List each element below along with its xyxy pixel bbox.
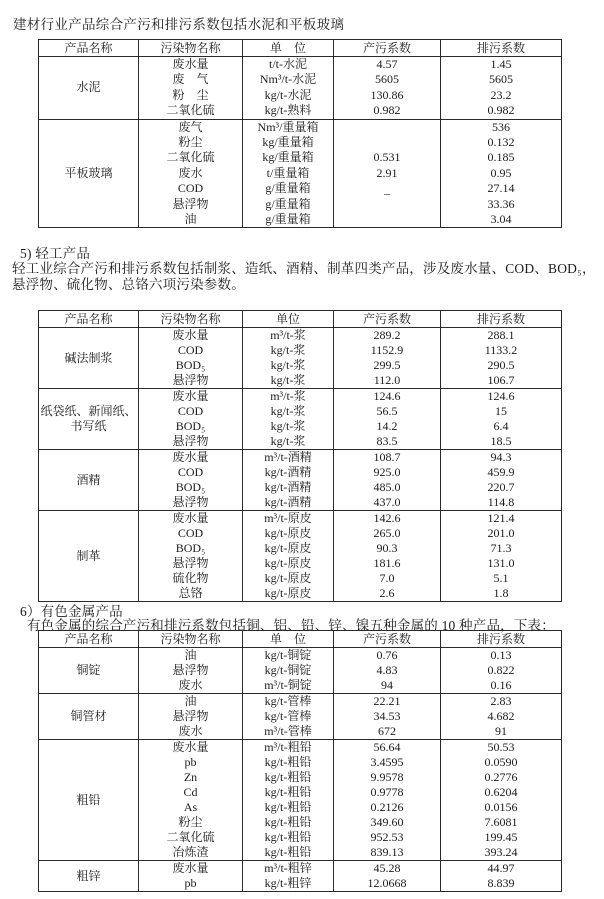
unit-cell: g/重量箱	[243, 212, 334, 228]
unit-cell: g/重量箱	[243, 197, 334, 212]
generation-coefficient-cell: 952.53	[334, 830, 441, 845]
column-header: 污染物名称	[139, 631, 243, 648]
column-header: 单 位	[243, 631, 334, 648]
generation-coefficient-cell: 124.6	[334, 389, 441, 405]
discharge-coefficient-cell: 0.13	[441, 648, 562, 664]
generation-coefficient-cell: 0.2126	[334, 800, 441, 815]
discharge-coefficient-cell: 1133.2	[441, 343, 562, 358]
unit-cell: kg/t-浆	[243, 404, 334, 419]
pollutant-name-cell: 悬浮物	[139, 434, 243, 450]
unit-cell: kg/t-粗铅	[243, 755, 334, 770]
pollutant-name-cell: Zn	[139, 770, 243, 785]
pollutant-name-cell: pb	[139, 876, 243, 892]
pollutant-name-cell: COD	[139, 404, 243, 419]
generation-coefficient-cell: 0.9778	[334, 785, 441, 800]
generation-coefficient-cell: 83.5	[334, 434, 441, 450]
pollutant-name-cell: 废水量	[139, 450, 243, 466]
unit-cell: kg/t-粗铅	[243, 800, 334, 815]
discharge-coefficient-cell: 0.95	[441, 166, 562, 181]
discharge-coefficient-cell: 0.2776	[441, 770, 562, 785]
product-group	[39, 389, 562, 450]
discharge-coefficient-cell: 0.132	[441, 135, 562, 150]
pollutant-name-cell: 悬浮物	[139, 709, 243, 724]
column-header: 产品名称	[39, 40, 139, 57]
product-group	[39, 119, 562, 228]
pollutant-name-cell: 废 气	[139, 72, 243, 87]
unit-cell: m³/t-铜锭	[243, 678, 334, 694]
unit-cell: m³/t-粗铅	[243, 740, 334, 756]
pollutant-name-cell: 油	[139, 212, 243, 228]
unit-cell: kg/t-浆	[243, 358, 334, 373]
product-group	[39, 57, 562, 120]
discharge-coefficient-cell: 114.8	[441, 495, 562, 511]
generation-coefficient-cell: 7.0	[334, 571, 441, 586]
product-group	[39, 450, 562, 511]
generation-coefficient-cell: 12.0668	[334, 876, 441, 892]
product-name-cell: 纸袋纸、新闻纸、书写纸	[39, 389, 139, 450]
discharge-coefficient-cell: 3.04	[441, 212, 562, 228]
generation-coefficient-cell: 289.2	[334, 328, 441, 344]
generation-coefficient-cell: 5605	[334, 72, 441, 87]
pollutant-name-cell: BOD₅	[139, 358, 243, 373]
section-6-heading: 6）有色金属产品	[20, 604, 123, 619]
generation-coefficient-cell: 2.91	[334, 166, 441, 181]
discharge-coefficient-cell: 1.45	[441, 57, 562, 73]
column-header: 污染物名称	[139, 40, 243, 57]
column-header: 产污系数	[334, 631, 441, 648]
unit-cell: kg/t-原皮	[243, 556, 334, 571]
discharge-coefficient-cell: 536	[441, 119, 562, 135]
product-group	[39, 511, 562, 602]
unit-cell: kg/t-原皮	[243, 526, 334, 541]
pollutant-name-cell: 悬浮物	[139, 373, 243, 389]
generation-coefficient-cell: 437.0	[334, 495, 441, 511]
unit-cell: kg/t-粗铅	[243, 815, 334, 830]
pollutant-name-cell: 悬浮物	[139, 197, 243, 212]
section-5-paragraph-line-2: 悬浮物、硫化物、总铬六项污染参数。	[12, 277, 245, 292]
unit-cell: kg/t-原皮	[243, 571, 334, 586]
discharge-coefficient-cell: 5.1	[441, 571, 562, 586]
unit-cell: kg/t-原皮	[243, 586, 334, 602]
generation-coefficient-cell: 90.3	[334, 541, 441, 556]
table-row	[39, 57, 562, 73]
column-header: 产污系数	[334, 311, 441, 328]
pollutant-name-cell: 总铬	[139, 586, 243, 602]
section-5-heading: 5) 轻工产品	[20, 246, 91, 261]
product-group	[39, 740, 562, 861]
product-group	[39, 328, 562, 389]
discharge-coefficient-cell: 121.4	[441, 511, 562, 527]
discharge-coefficient-cell: 393.24	[441, 845, 562, 861]
generation-coefficient-cell: 4.57	[334, 57, 441, 73]
pollutant-name-cell: 废水量	[139, 861, 243, 877]
product-name-cell: 铜管材	[39, 694, 139, 740]
no-data-dash: –	[384, 186, 390, 201]
discharge-coefficient-cell: 288.1	[441, 328, 562, 344]
generation-coefficient-cell: 56.5	[334, 404, 441, 419]
generation-coefficient-cell: 56.64	[334, 740, 441, 756]
product-name-cell: 粗锌	[39, 861, 139, 892]
generation-coefficient-cell: 181.6	[334, 556, 441, 571]
pollutant-name-cell: 废水	[139, 724, 243, 740]
pollutant-name-cell: Cd	[139, 785, 243, 800]
generation-coefficient-cell: 0.531	[334, 150, 441, 165]
generation-coefficient-cell: 130.86	[334, 88, 441, 103]
generation-coefficient-cell	[334, 181, 441, 201]
pollutant-name-cell: 粉 尘	[139, 88, 243, 103]
discharge-coefficient-cell: 1.8	[441, 586, 562, 602]
product-group	[39, 648, 562, 694]
discharge-coefficient-cell: 0.16	[441, 678, 562, 694]
discharge-coefficient-cell: 124.6	[441, 389, 562, 405]
generation-coefficient-cell: 349.60	[334, 815, 441, 830]
unit-cell: Nm³/t-水泥	[243, 72, 334, 87]
discharge-coefficient-cell: 4.682	[441, 709, 562, 724]
table-row	[39, 740, 562, 756]
unit-cell: kg/t-粗铅	[243, 830, 334, 845]
pollutant-name-cell: pb	[139, 755, 243, 770]
table-row	[39, 119, 562, 135]
unit-cell: m³/t-粗锌	[243, 861, 334, 877]
discharge-coefficient-cell: 131.0	[441, 556, 562, 571]
discharge-coefficient-cell: 199.45	[441, 830, 562, 845]
unit-cell: m³/t-原皮	[243, 511, 334, 527]
unit-cell: kg/t-管棒	[243, 709, 334, 724]
unit-cell: kg/t-管棒	[243, 694, 334, 710]
unit-cell: kg/t-酒精	[243, 495, 334, 511]
unit-cell: kg/t-浆	[243, 343, 334, 358]
discharge-coefficient-cell: 33.36	[441, 197, 562, 212]
column-header: 产污系数	[334, 40, 441, 57]
unit-cell: kg/t-铜锭	[243, 648, 334, 664]
discharge-coefficient-cell: 71.3	[441, 541, 562, 556]
pollutant-name-cell: COD	[139, 181, 243, 196]
light-industry-coefficient-table	[38, 310, 562, 602]
unit-cell: kg/重量箱	[243, 150, 334, 165]
column-header: 污染物名称	[139, 311, 243, 328]
product-name-cell: 水泥	[39, 57, 139, 120]
pollutant-name-cell: COD	[139, 465, 243, 480]
column-header: 排污系数	[441, 631, 562, 648]
discharge-coefficient-cell: 23.2	[441, 88, 562, 103]
pollutant-name-cell: 冶炼渣	[139, 845, 243, 861]
generation-coefficient-cell: 142.6	[334, 511, 441, 527]
discharge-coefficient-cell: 50.53	[441, 740, 562, 756]
generation-coefficient-cell	[334, 135, 441, 150]
unit-cell: m³/t-酒精	[243, 450, 334, 466]
unit-cell: kg/重量箱	[243, 135, 334, 150]
discharge-coefficient-cell: 0.185	[441, 150, 562, 165]
generation-coefficient-cell: 112.0	[334, 373, 441, 389]
unit-cell: kg/t-水泥	[243, 88, 334, 103]
generation-coefficient-cell: 9.9578	[334, 770, 441, 785]
unit-cell: kg/t-浆	[243, 373, 334, 389]
column-header: 产品名称	[39, 311, 139, 328]
product-name-cell: 酒精	[39, 450, 139, 511]
table-row	[39, 511, 562, 527]
unit-cell: kg/t-浆	[243, 434, 334, 450]
generation-coefficient-cell: 3.4595	[334, 755, 441, 770]
discharge-coefficient-cell: 8.839	[441, 876, 562, 892]
pollutant-name-cell: 废气	[139, 119, 243, 135]
unit-cell: m³/t-浆	[243, 389, 334, 405]
generation-coefficient-cell: 672	[334, 724, 441, 740]
discharge-coefficient-cell: 106.7	[441, 373, 562, 389]
pollutant-name-cell: 废水量	[139, 511, 243, 527]
discharge-coefficient-cell: 18.5	[441, 434, 562, 450]
pollutant-name-cell: 悬浮物	[139, 495, 243, 511]
pollutant-name-cell: BOD₅	[139, 480, 243, 495]
unit-cell: kg/t-熟料	[243, 103, 334, 119]
column-header: 排污系数	[441, 40, 562, 57]
discharge-coefficient-cell: 44.97	[441, 861, 562, 877]
pollutant-name-cell: 废水量	[139, 57, 243, 73]
generation-coefficient-cell: 299.5	[334, 358, 441, 373]
document-title: 建材行业产品综合产污和排污系数包括水泥和平板玻璃	[13, 17, 345, 32]
generation-coefficient-cell: 4.83	[334, 663, 441, 678]
unit-cell: Nm³/重量箱	[243, 119, 334, 135]
unit-cell: kg/t-铜锭	[243, 663, 334, 678]
section-6-paragraph-line-1: 有色金属的综合产污和排污系数包括铜、铝、铅、锌、镍五种金属的 10 种产品，下表：	[27, 618, 555, 633]
unit-cell: kg/t-粗铅	[243, 845, 334, 861]
unit-cell: t/t-水泥	[243, 57, 334, 73]
pollutant-name-cell: 废水量	[139, 328, 243, 344]
discharge-coefficient-cell: 7.6081	[441, 815, 562, 830]
pollutant-name-cell: 废水	[139, 678, 243, 694]
product-group	[39, 861, 562, 892]
column-header: 单位	[243, 311, 334, 328]
product-name-cell: 碱法制浆	[39, 328, 139, 389]
generation-coefficient-cell: 0.76	[334, 648, 441, 664]
generation-coefficient-cell: 94	[334, 678, 441, 694]
generation-coefficient-cell: 45.28	[334, 861, 441, 877]
pollutant-name-cell: BOD₅	[139, 419, 243, 434]
discharge-coefficient-cell: 27.14	[441, 181, 562, 196]
unit-cell: kg/t-原皮	[243, 541, 334, 556]
generation-coefficient-cell: 22.21	[334, 694, 441, 710]
unit-cell: kg/t-粗锌	[243, 876, 334, 892]
generation-coefficient-cell	[334, 119, 441, 135]
discharge-coefficient-cell: 94.3	[441, 450, 562, 466]
column-header: 单 位	[243, 40, 334, 57]
product-group	[39, 694, 562, 740]
pollutant-name-cell: 粉尘	[139, 815, 243, 830]
discharge-coefficient-cell: 201.0	[441, 526, 562, 541]
unit-cell: kg/t-粗铅	[243, 785, 334, 800]
pollutant-name-cell: COD	[139, 343, 243, 358]
unit-cell: kg/t-粗铅	[243, 770, 334, 785]
generation-coefficient-cell: 34.53	[334, 709, 441, 724]
header-row	[39, 40, 562, 57]
discharge-coefficient-cell: 91	[441, 724, 562, 740]
unit-cell: g/重量箱	[243, 181, 334, 196]
pollutant-name-cell: 油	[139, 648, 243, 664]
discharge-coefficient-cell: 0.982	[441, 103, 562, 119]
discharge-coefficient-cell: 2.83	[441, 694, 562, 710]
table-row	[39, 648, 562, 664]
pollutant-name-cell: 废水量	[139, 389, 243, 405]
unit-cell: kg/t-浆	[243, 419, 334, 434]
generation-coefficient-cell	[334, 212, 441, 228]
unit-cell: kg/t-酒精	[243, 480, 334, 495]
pollutant-name-cell: 硫化物	[139, 571, 243, 586]
pollutant-name-cell: COD	[139, 526, 243, 541]
discharge-coefficient-cell: 6.4	[441, 419, 562, 434]
product-name-cell: 制革	[39, 511, 139, 602]
product-name-cell: 粗铅	[39, 740, 139, 861]
pollutant-name-cell: 废水	[139, 166, 243, 181]
table-row	[39, 328, 562, 344]
generation-coefficient-cell: 2.6	[334, 586, 441, 602]
building-materials-coefficient-table	[38, 39, 562, 228]
nonferrous-metal-coefficient-table	[38, 630, 562, 892]
discharge-coefficient-cell: 220.7	[441, 480, 562, 495]
unit-cell: m³/t-浆	[243, 328, 334, 344]
pollutant-name-cell: 悬浮物	[139, 663, 243, 678]
pollutant-name-cell: BOD₅	[139, 541, 243, 556]
unit-cell: kg/t-酒精	[243, 465, 334, 480]
pollutant-name-cell: 废水量	[139, 740, 243, 756]
discharge-coefficient-cell: 15	[441, 404, 562, 419]
table-row	[39, 861, 562, 877]
generation-coefficient-cell: 839.13	[334, 845, 441, 861]
table-row	[39, 389, 562, 405]
generation-coefficient-cell: 1152.9	[334, 343, 441, 358]
discharge-coefficient-cell: 459.9	[441, 465, 562, 480]
unit-cell: t/重量箱	[243, 166, 334, 181]
generation-coefficient-cell: 0.982	[334, 103, 441, 119]
pollutant-name-cell: As	[139, 800, 243, 815]
generation-coefficient-cell: 485.0	[334, 480, 441, 495]
section-5-paragraph-line-1: 轻工业综合产污和排污系数包括制浆、造纸、酒精、制革四类产品，涉及废水量、COD、BOD₅，	[12, 261, 596, 276]
discharge-coefficient-cell: 5605	[441, 72, 562, 87]
product-name-cell: 铜锭	[39, 648, 139, 694]
discharge-coefficient-cell: 0.0156	[441, 800, 562, 815]
pollutant-name-cell: 粉尘	[139, 135, 243, 150]
pollutant-name-cell: 悬浮物	[139, 556, 243, 571]
unit-cell: m³/t-管棒	[243, 724, 334, 740]
table-row	[39, 694, 562, 710]
table-row	[39, 450, 562, 466]
pollutant-name-cell: 二氧化硫	[139, 150, 243, 165]
generation-coefficient-cell: 265.0	[334, 526, 441, 541]
discharge-coefficient-cell: 0.6204	[441, 785, 562, 800]
discharge-coefficient-cell: 290.5	[441, 358, 562, 373]
column-header: 排污系数	[441, 311, 562, 328]
column-header: 产品名称	[39, 631, 139, 648]
generation-coefficient-cell: 14.2	[334, 419, 441, 434]
discharge-coefficient-cell: 0.0590	[441, 755, 562, 770]
pollutant-name-cell: 油	[139, 694, 243, 710]
discharge-coefficient-cell: 0.822	[441, 663, 562, 678]
header-row	[39, 311, 562, 328]
header-row	[39, 631, 562, 648]
pollutant-name-cell: 二氧化硫	[139, 103, 243, 119]
product-name-cell: 平板玻璃	[39, 119, 139, 228]
pollutant-name-cell: 二氧化硫	[139, 830, 243, 845]
generation-coefficient-cell: 108.7	[334, 450, 441, 466]
generation-coefficient-cell: 925.0	[334, 465, 441, 480]
